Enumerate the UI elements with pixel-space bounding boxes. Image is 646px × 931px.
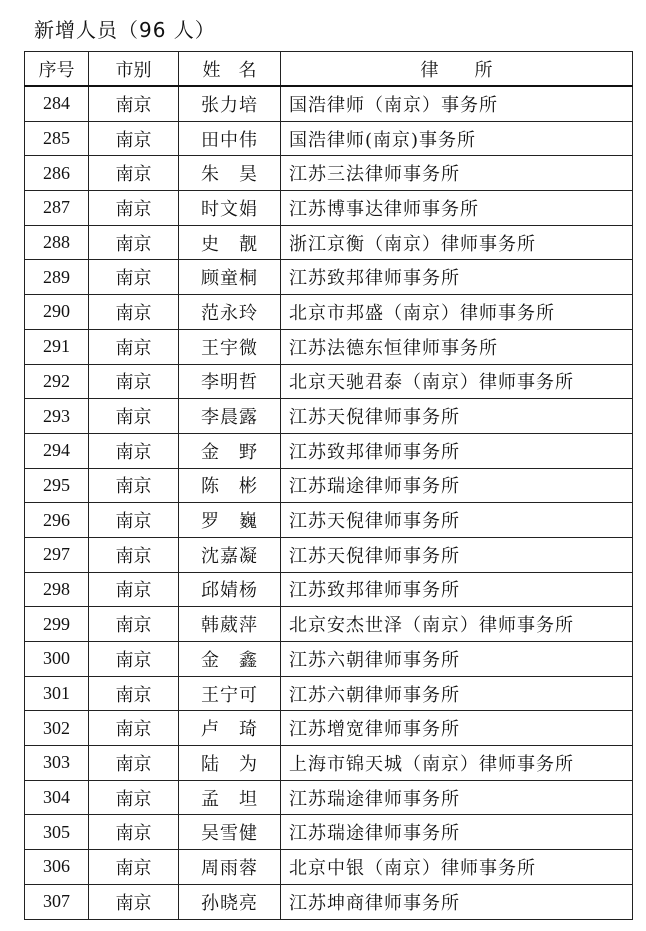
serial-number-cell: 284	[25, 86, 89, 121]
law-firm-cell: 江苏瑞途律师事务所	[281, 468, 633, 503]
serial-number-cell: 290	[25, 295, 89, 330]
law-firm-cell: 上海市锦天城（南京）律师事务所	[281, 746, 633, 781]
serial-number-cell: 285	[25, 121, 89, 156]
city-cell: 南京	[89, 815, 179, 850]
person-name-cell: 李明哲	[179, 364, 281, 399]
law-firm-cell: 江苏天倪律师事务所	[281, 399, 633, 434]
table-row	[25, 711, 633, 746]
law-firm-cell: 江苏致邦律师事务所	[281, 260, 633, 295]
law-firm-cell: 江苏三法律师事务所	[281, 156, 633, 191]
table-row	[25, 329, 633, 364]
serial-number-cell: 300	[25, 642, 89, 677]
serial-number-cell: 304	[25, 780, 89, 815]
city-cell: 南京	[89, 433, 179, 468]
city-cell: 南京	[89, 295, 179, 330]
table-row	[25, 468, 633, 503]
person-name-cell: 金 野	[179, 433, 281, 468]
person-name-cell: 史 靓	[179, 225, 281, 260]
serial-number-cell: 299	[25, 607, 89, 642]
law-firm-cell: 江苏致邦律师事务所	[281, 572, 633, 607]
city-cell: 南京	[89, 884, 179, 919]
city-cell: 南京	[89, 503, 179, 538]
table-row	[25, 572, 633, 607]
city-cell: 南京	[89, 676, 179, 711]
law-firm-cell: 北京安杰世泽（南京）律师事务所	[281, 607, 633, 642]
person-name-cell: 韩葳萍	[179, 607, 281, 642]
serial-number-cell: 288	[25, 225, 89, 260]
serial-number-cell: 287	[25, 191, 89, 226]
table-row	[25, 676, 633, 711]
table-row	[25, 884, 633, 919]
city-cell: 南京	[89, 399, 179, 434]
city-cell: 南京	[89, 156, 179, 191]
city-cell: 南京	[89, 780, 179, 815]
header-row	[25, 52, 633, 87]
serial-number-cell: 303	[25, 746, 89, 781]
serial-number-cell: 291	[25, 329, 89, 364]
lawyer-roster-table	[24, 51, 633, 920]
city-cell: 南京	[89, 260, 179, 295]
person-name-cell: 张力培	[179, 86, 281, 121]
city-cell: 南京	[89, 329, 179, 364]
serial-number-cell: 286	[25, 156, 89, 191]
law-firm-cell: 江苏瑞途律师事务所	[281, 780, 633, 815]
table-row	[25, 607, 633, 642]
table-row	[25, 121, 633, 156]
table-row	[25, 503, 633, 538]
law-firm-cell: 北京市邦盛（南京）律师事务所	[281, 295, 633, 330]
table-row	[25, 746, 633, 781]
law-firm-cell: 江苏坤商律师事务所	[281, 884, 633, 919]
table-row	[25, 295, 633, 330]
person-name-cell: 孙晓亮	[179, 884, 281, 919]
person-name-cell: 孟 坦	[179, 780, 281, 815]
table-row	[25, 156, 633, 191]
law-firm-cell: 国浩律师（南京）事务所	[281, 86, 633, 121]
serial-number-cell: 294	[25, 433, 89, 468]
law-firm-cell: 北京天驰君泰（南京）律师事务所	[281, 364, 633, 399]
person-name-cell: 周雨蓉	[179, 850, 281, 885]
person-name-cell: 卢 琦	[179, 711, 281, 746]
table-row	[25, 815, 633, 850]
person-name-cell: 顾童桐	[179, 260, 281, 295]
city-cell: 南京	[89, 850, 179, 885]
person-name-cell: 王宇微	[179, 329, 281, 364]
table-row	[25, 780, 633, 815]
law-firm-cell: 浙江京衡（南京）律师事务所	[281, 225, 633, 260]
serial-number-cell: 307	[25, 884, 89, 919]
table-row	[25, 225, 633, 260]
serial-number-cell: 293	[25, 399, 89, 434]
law-firm-cell: 江苏博事达律师事务所	[281, 191, 633, 226]
law-firm-cell: 江苏致邦律师事务所	[281, 433, 633, 468]
person-name-cell: 王宁可	[179, 676, 281, 711]
table-row	[25, 191, 633, 226]
person-name-cell: 时文娟	[179, 191, 281, 226]
person-name-cell: 陆 为	[179, 746, 281, 781]
city-cell: 南京	[89, 86, 179, 121]
city-cell: 南京	[89, 191, 179, 226]
law-firm-cell: 江苏瑞途律师事务所	[281, 815, 633, 850]
serial-number-cell: 306	[25, 850, 89, 885]
header-name: 姓 名	[179, 52, 281, 87]
table-body	[25, 86, 633, 919]
city-cell: 南京	[89, 711, 179, 746]
city-cell: 南京	[89, 607, 179, 642]
law-firm-cell: 江苏增宽律师事务所	[281, 711, 633, 746]
city-cell: 南京	[89, 572, 179, 607]
law-firm-cell: 北京中银（南京）律师事务所	[281, 850, 633, 885]
serial-number-cell: 289	[25, 260, 89, 295]
law-firm-cell: 江苏法德东恒律师事务所	[281, 329, 633, 364]
city-cell: 南京	[89, 468, 179, 503]
serial-number-cell: 296	[25, 503, 89, 538]
city-cell: 南京	[89, 746, 179, 781]
table-header	[25, 52, 633, 87]
law-firm-cell: 江苏天倪律师事务所	[281, 537, 633, 572]
document-title: 新增人员（96 人）	[34, 18, 216, 42]
header-law-firm: 律 所	[281, 52, 633, 87]
law-firm-cell: 江苏六朝律师事务所	[281, 642, 633, 677]
table-row	[25, 260, 633, 295]
header-serial-number: 序号	[25, 52, 89, 87]
table-row	[25, 364, 633, 399]
table-row	[25, 86, 633, 121]
law-firm-cell: 国浩律师(南京)事务所	[281, 121, 633, 156]
serial-number-cell: 305	[25, 815, 89, 850]
city-cell: 南京	[89, 642, 179, 677]
person-name-cell: 李晨露	[179, 399, 281, 434]
city-cell: 南京	[89, 537, 179, 572]
person-name-cell: 吴雪健	[179, 815, 281, 850]
table-row	[25, 399, 633, 434]
serial-number-cell: 301	[25, 676, 89, 711]
serial-number-cell: 297	[25, 537, 89, 572]
city-cell: 南京	[89, 225, 179, 260]
serial-number-cell: 298	[25, 572, 89, 607]
person-name-cell: 朱 昊	[179, 156, 281, 191]
person-name-cell: 范永玲	[179, 295, 281, 330]
serial-number-cell: 295	[25, 468, 89, 503]
person-name-cell: 田中伟	[179, 121, 281, 156]
serial-number-cell: 302	[25, 711, 89, 746]
person-name-cell: 金 鑫	[179, 642, 281, 677]
person-name-cell: 陈 彬	[179, 468, 281, 503]
serial-number-cell: 292	[25, 364, 89, 399]
table-row	[25, 642, 633, 677]
city-cell: 南京	[89, 364, 179, 399]
law-firm-cell: 江苏天倪律师事务所	[281, 503, 633, 538]
person-name-cell: 邱婧杨	[179, 572, 281, 607]
header-city: 市别	[89, 52, 179, 87]
person-name-cell: 沈嘉凝	[179, 537, 281, 572]
law-firm-cell: 江苏六朝律师事务所	[281, 676, 633, 711]
city-cell: 南京	[89, 121, 179, 156]
table-row	[25, 850, 633, 885]
table-row	[25, 433, 633, 468]
table-row	[25, 537, 633, 572]
person-name-cell: 罗 巍	[179, 503, 281, 538]
